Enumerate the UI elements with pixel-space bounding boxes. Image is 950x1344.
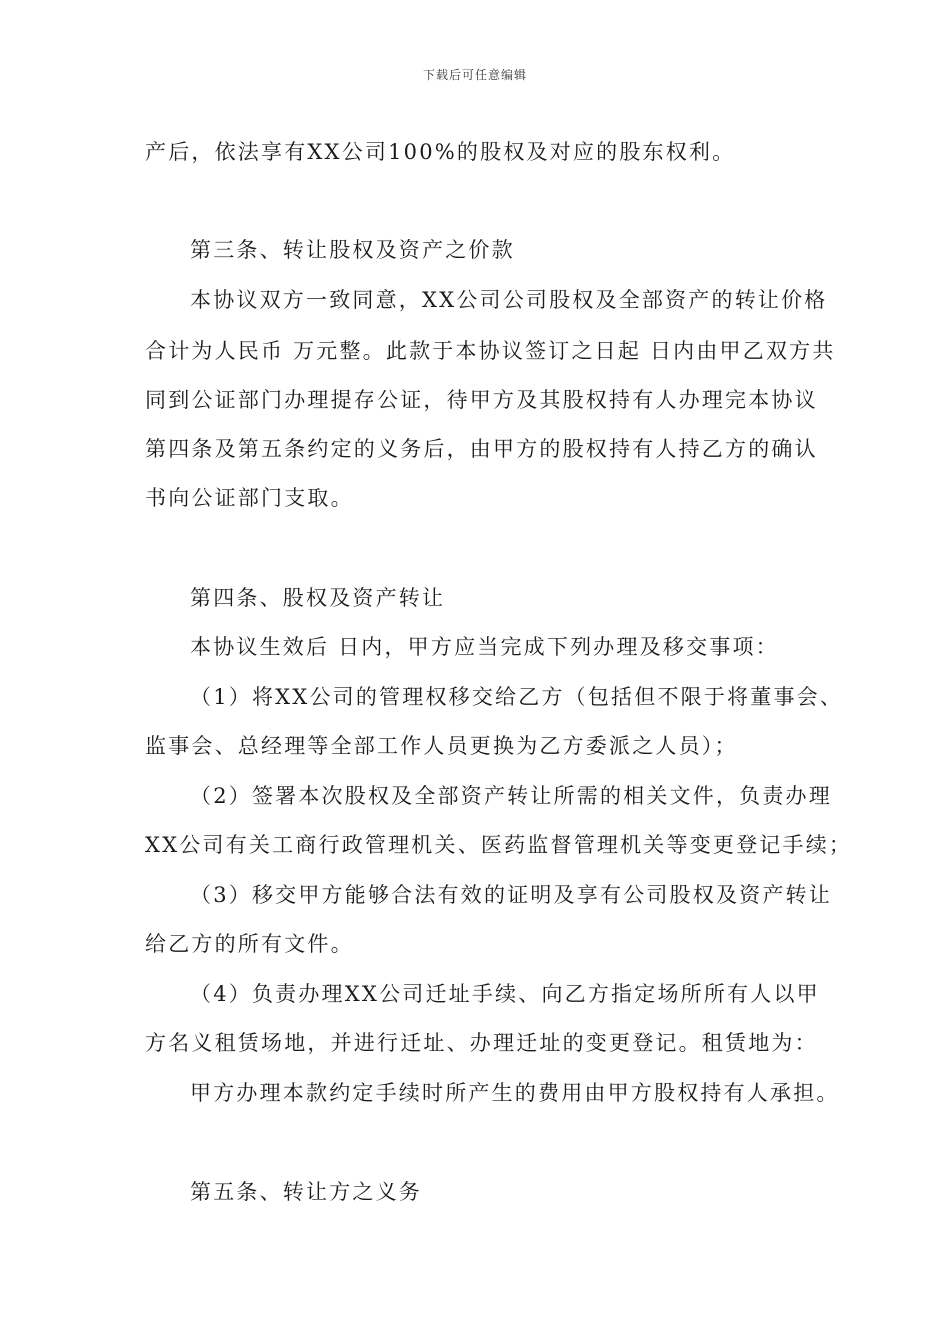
paragraph-line: 甲方办理本款约定手续时所产生的费用由甲方股权持有人承担。 [190, 1081, 840, 1105]
paragraph-line: 本协议双方一致同意，XX公司公司股权及全部资产的转让价格 [190, 288, 828, 312]
list-item-line: （4）负责办理XX公司迁址手续、向乙方指定场所所有人以甲 [190, 982, 820, 1006]
paragraph-line: 产后，依法享有XX公司100%的股权及对应的股东权利。 [145, 140, 736, 164]
paragraph-line: 书向公证部门支取。 [145, 486, 354, 510]
page-header: 下载后可任意编辑 [422, 68, 527, 82]
list-item-line: （2）签署本次股权及全部资产转让所需的相关文件，负责办理 [190, 784, 832, 808]
paragraph-line: 本协议生效后 日内，甲方应当完成下列办理及移交事项： [190, 635, 779, 659]
paragraph-line: 合计为人民币 万元整。此款于本协议签订之日起 日内由甲乙双方共 [145, 339, 836, 363]
section-heading: 第五条、转让方之义务 [190, 1180, 422, 1204]
section-heading: 第四条、股权及资产转让 [190, 586, 446, 610]
section-heading: 第三条、转让股权及资产之价款 [190, 238, 515, 262]
list-item-line: XX公司有关工商行政管理机关、医药监督管理机关等变更登记手续； [145, 833, 853, 857]
list-item-line: （1）将XX公司的管理权移交给乙方（包括但不限于将董事会、 [190, 685, 844, 709]
paragraph-line: 第四条及第五条约定的义务后，由甲方的股权持有人持乙方的确认 [145, 437, 818, 461]
list-item-line: （3）移交甲方能够合法有效的证明及享有公司股权及资产转让 [190, 883, 832, 907]
list-item-line: 方名义租赁场地，并进行迁址、办理迁址的变更登记。租赁地为： [145, 1031, 818, 1055]
paragraph-line: 同到公证部门办理提存公证，待甲方及其股权持有人办理完本协议 [145, 388, 818, 412]
list-item-line: 监事会、总经理等全部工作人员更换为乙方委派之人员）； [145, 734, 738, 758]
list-item-line: 给乙方的所有文件。 [145, 932, 354, 956]
